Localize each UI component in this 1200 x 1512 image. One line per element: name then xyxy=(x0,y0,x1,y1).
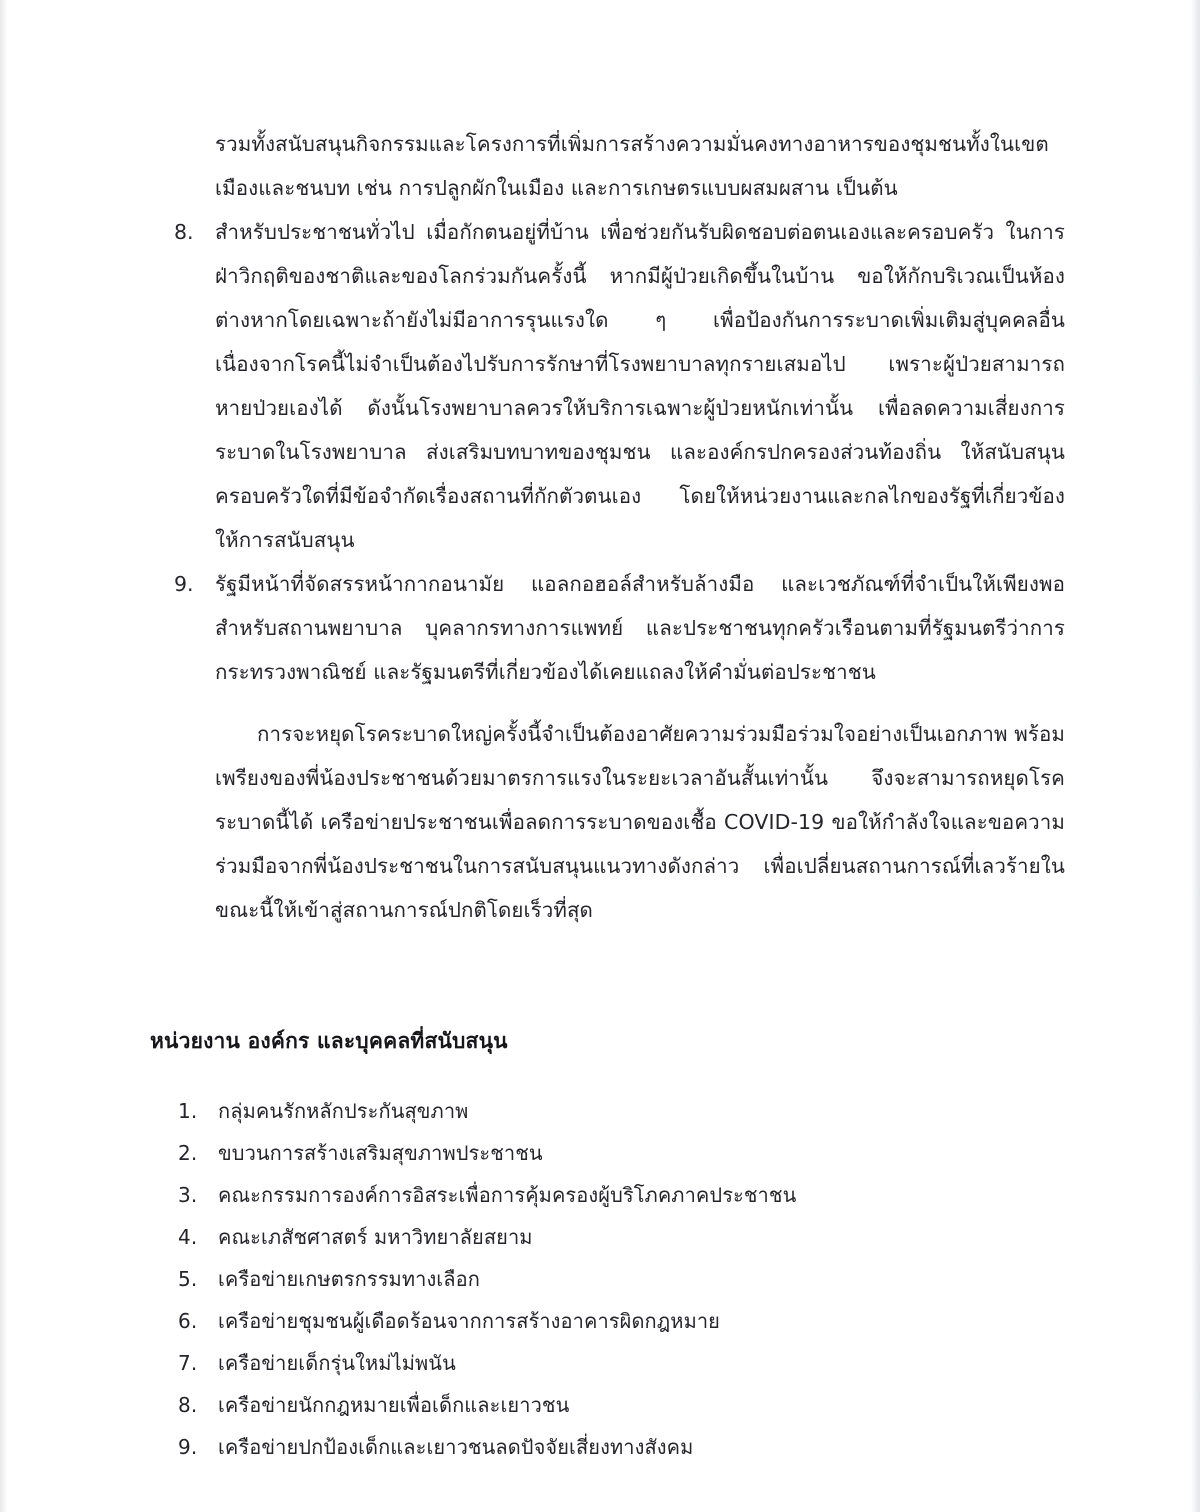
numbered-item-9 xyxy=(150,562,1065,694)
list-item-label: กลุ่มคนรักหลักประกันสุขภาพ xyxy=(218,1099,469,1123)
list-item-number: 9. xyxy=(178,1435,198,1459)
list-item-number: 2. xyxy=(178,1141,198,1165)
document-content xyxy=(150,122,1065,1484)
list-item-number: 7. xyxy=(178,1351,198,1375)
closing-paragraph: การจะหยุดโรคระบาดใหญ่ครั้งนี้จำเป็นต้องอาศัยความร่วมมือร่วมใจอย่างเป็นเอกภาพ พร้อมเพรียงของพี่น้องประชาชนด้วยมาตรการแรงในระยะเวลาอันสั้นเท่านั้น จึงจะสามารถหยุดโรคระบาดนี้ได้ เครือข่ายประชาชนเพื่อลดการระบาดของเชื้อ COVID-19 ขอให้กำลังใจและขอความร่วมมือจากพี่น้องประชาชนในการสนับสนุนแนวทางดังกล่าว เพื่อเปลี่ยนสถานการณ์ที่เลวร้ายในขณะนี้ให้เข้าสู่สถานการณ์ปกติโดยเร็วที่สุด xyxy=(215,722,1065,922)
list-item-label: เครือข่ายเด็กรุ่นใหม่ไม่พนัน xyxy=(218,1351,456,1375)
list-item xyxy=(150,1258,1065,1300)
list-item-label: เครือข่ายปกป้องเด็กและเยาวชนลดปัจจัยเสี่ยงทางสังคม xyxy=(218,1435,694,1459)
numbered-item-9-number: 9. xyxy=(174,572,194,596)
list-item-number: 4. xyxy=(178,1225,198,1249)
list-item xyxy=(150,1426,1065,1468)
list-item xyxy=(150,1384,1065,1426)
continued-paragraph: รวมทั้งสนับสนุนกิจกรรมและโครงการที่เพิ่มการสร้างความมั่นคงทางอาหารของชุมชนทั้งในเขตเมืองและชนบท เช่น การปลูกผักในเมือง และการเกษตรแบบผสมผสาน เป็นต้น xyxy=(215,132,1049,200)
supporters-list xyxy=(150,1090,1065,1468)
numbered-item-8-text: สำหรับประชาชนทั่วไป เมื่อกักตนอยู่ที่บ้าน เพื่อช่วยกันรับผิดชอบต่อตนเองและครอบครัว ในการฝ่าวิกฤติของชาติและของโลกร่วมกันครั้งนี้ หากมีผู้ป่วยเกิดขึ้นในบ้าน ขอให้กักบริเวณเป็นห้องต่างหากโดยเฉพาะถ้ายังไม่มีอาการรุนแรงใด ๆ เพื่อป้องกันการระบาดเพิ่มเติมสู่บุคคลอื่น เนื่องจากโรคนี้ไม่จำเป็นต้องไปรับการรักษาที่โรงพยาบาลทุกรายเสมอไป เพราะผู้ป่วยสามารถหายป่วยเองได้ ดังนั้นโรงพยาบาลควรให้บริการเฉพาะผู้ป่วยหนักเท่านั้น เพื่อลดความเสี่ยงการระบาดในโรงพยาบาล ส่งเสริมบทบาทของชุมชน และองค์กรปกครองส่วนท้องถิ่น ให้สนับสนุนครอบครัวใดที่มีข้อจำกัดเรื่องสถานที่กักตัวตนเอง โดยให้หน่วยงานและกลไกของรัฐที่เกี่ยวข้องให้การสนับสนุน xyxy=(215,220,1065,552)
list-item-label: เครือข่ายนักกฎหมายเพื่อเด็กและเยาวชน xyxy=(218,1393,570,1417)
supporters-heading: หน่วยงาน องค์กร และบุคคลที่สนับสนุน xyxy=(150,1029,508,1053)
list-item xyxy=(150,1132,1065,1174)
list-item-label: คณะกรรมการองค์การอิสระเพื่อการคุ้มครองผู้บริโภคภาคประชาชน xyxy=(218,1183,797,1207)
list-item-number: 3. xyxy=(178,1183,198,1207)
list-item-label: เครือข่ายเกษตรกรรมทางเลือก xyxy=(218,1267,480,1291)
list-item xyxy=(150,1300,1065,1342)
list-item-number: 6. xyxy=(178,1309,198,1333)
numbered-item-8-number: 8. xyxy=(174,220,194,244)
list-item xyxy=(150,1174,1065,1216)
list-item-number: 1. xyxy=(178,1099,198,1123)
list-item-label: คณะเภสัชศาสตร์ มหาวิทยาลัยสยาม xyxy=(218,1225,533,1249)
numbered-item-9-text: รัฐมีหน้าที่จัดสรรหน้ากากอนามัย แอลกอฮอล์สำหรับล้างมือ และเวชภัณฑ์ที่จำเป็นให้เพียงพอสำหรับสถานพยาบาล บุคลากรทางการแพทย์ และประชาชนทุกครัวเรือนตามที่รัฐมนตรีว่าการกระทรวงพาณิชย์ และรัฐมนตรีที่เกี่ยวข้องได้เคยแถลงให้คำมั่นต่อประชาชน xyxy=(215,572,1065,684)
list-item-label: เครือข่ายชุมชนผู้เดือดร้อนจากการสร้างอาคารผิดกฎหมาย xyxy=(218,1309,721,1333)
list-item-label: ขบวนการสร้างเสริมสุขภาพประชาชน xyxy=(218,1141,543,1165)
list-item-number: 8. xyxy=(178,1393,198,1417)
list-item xyxy=(150,1216,1065,1258)
list-item xyxy=(150,1090,1065,1132)
list-item xyxy=(150,1342,1065,1384)
numbered-item-8 xyxy=(150,210,1065,562)
list-item-number: 5. xyxy=(178,1267,198,1291)
